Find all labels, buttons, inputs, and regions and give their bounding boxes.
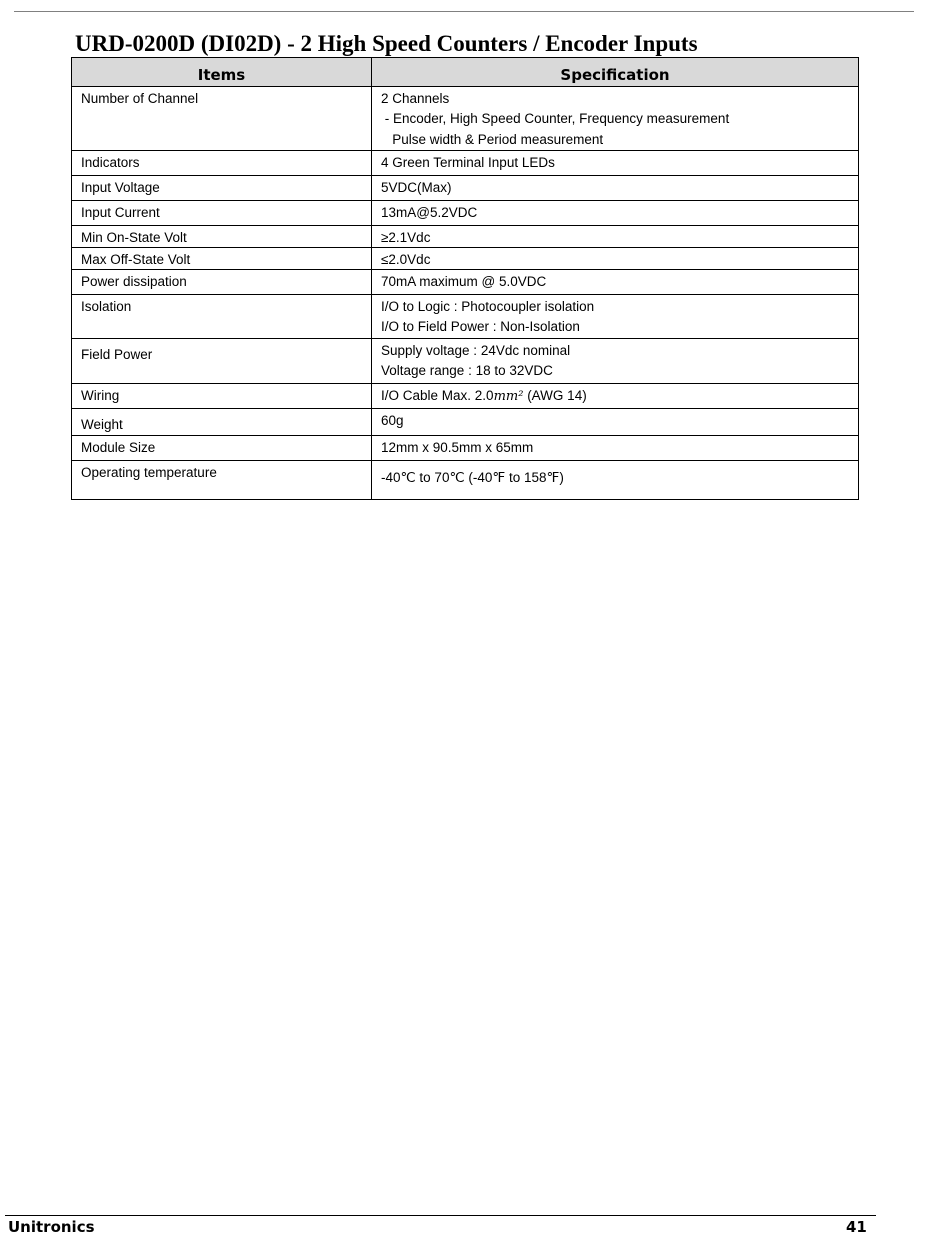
item-cell: Input Voltage	[72, 176, 372, 201]
footer-rule	[5, 1215, 876, 1216]
table-row	[72, 201, 859, 226]
table-row	[72, 461, 859, 500]
spec-cell	[372, 295, 859, 339]
spec-line: I/O to Field Power : Non-Isolation	[381, 319, 580, 334]
specification-table	[71, 57, 859, 500]
table-row	[72, 270, 859, 295]
spec-cell: ≥2.1Vdc	[372, 226, 859, 248]
column-header-items: Items	[72, 58, 372, 87]
page-number: 41	[846, 1218, 867, 1236]
spec-cell: 13mA@5.2VDC	[372, 201, 859, 226]
page-title: URD-0200D (DI02D) - 2 High Speed Counters / Encoder Inputs	[75, 31, 698, 56]
item-cell: Input Current	[72, 201, 372, 226]
wiring-spec-suffix: (AWG 14)	[523, 388, 587, 403]
spec-cell: -40℃ to 70℃ (-40℉ to 158℉)	[372, 461, 859, 500]
item-cell: Power dissipation	[72, 270, 372, 295]
spec-line: Voltage range : 18 to 32VDC	[381, 363, 553, 378]
spec-cell: 12mm x 90.5mm x 65mm	[372, 436, 859, 461]
spec-line: - Encoder, High Speed Counter, Frequency measurement	[381, 111, 730, 126]
table-row	[72, 151, 859, 176]
table-row	[72, 226, 859, 248]
table-row	[72, 248, 859, 270]
spec-cell	[372, 384, 859, 409]
item-cell: Module Size	[72, 436, 372, 461]
wiring-spec-unit: mm²	[493, 389, 524, 404]
item-cell: Max Off-State Volt	[72, 248, 372, 270]
item-cell: Isolation	[72, 295, 372, 339]
table-row	[72, 339, 859, 384]
table-row	[72, 87, 859, 151]
spec-cell: 4 Green Terminal Input LEDs	[372, 151, 859, 176]
table-row	[72, 436, 859, 461]
footer-company: Unitronics	[8, 1218, 95, 1236]
item-cell: Field Power	[72, 339, 372, 384]
spec-line: 2 Channels	[381, 91, 450, 106]
spec-line: I/O to Logic : Photocoupler isolation	[381, 299, 595, 314]
spec-cell: 60g	[372, 409, 859, 436]
table-row	[72, 176, 859, 201]
spec-cell: 70mA maximum @ 5.0VDC	[372, 270, 859, 295]
spec-cell	[372, 87, 859, 151]
spec-cell: ≤2.0Vdc	[372, 248, 859, 270]
column-header-specification: Specification	[372, 58, 859, 87]
table-header-row	[72, 58, 859, 87]
item-cell: Number of Channel	[72, 87, 372, 151]
item-cell: Indicators	[72, 151, 372, 176]
wiring-spec-prefix: I/O Cable Max. 2.0	[381, 388, 494, 403]
table-row	[72, 409, 859, 436]
item-cell: Operating temperature	[72, 461, 372, 500]
item-cell: Wiring	[72, 384, 372, 409]
header-rule	[14, 11, 914, 12]
item-cell: Min On-State Volt	[72, 226, 372, 248]
table-row	[72, 384, 859, 409]
spec-line: Supply voltage : 24Vdc nominal	[381, 343, 571, 358]
table-row	[72, 295, 859, 339]
spec-cell: 5VDC(Max)	[372, 176, 859, 201]
item-cell: Weight	[72, 409, 372, 436]
spec-line: Pulse width & Period measurement	[381, 132, 604, 147]
spec-cell	[372, 339, 859, 384]
